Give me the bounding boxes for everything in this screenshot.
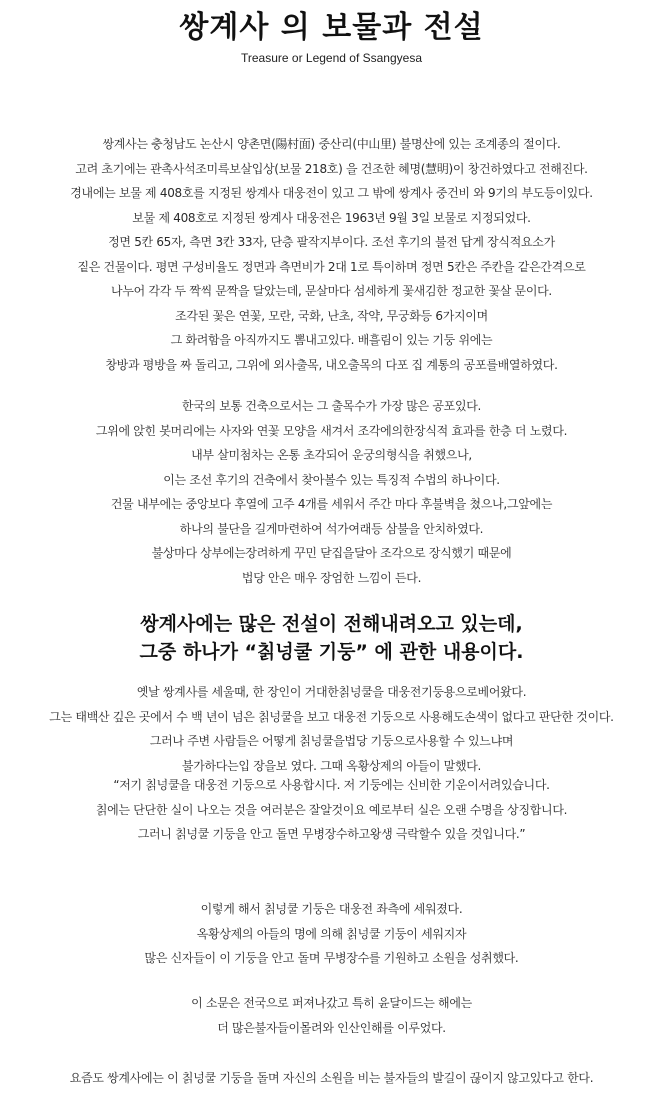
text-line: 불가하다는입 장을보 였다. 그때 옥황상제의 아들이 말했다. (181, 758, 482, 773)
text-line: 법당 안은 매우 장엄한 느낌이 든다. (241, 570, 422, 585)
text-line: 그러나 주변 사람들은 어떻게 칡넝쿨을법당 기둥으로사용할 수 있느냐며 (149, 734, 514, 748)
text-line: “저기 칡넝쿨을 대웅전 기둥으로 사용합시다. 저 기둥에는 신비한 기운이서려있습니다. (113, 778, 550, 792)
heading-line: 쌍계사에는 많은 전설이 전해내려오고 있는데, (140, 613, 523, 635)
text-line: 정면 5칸 65자, 측면 3칸 33자, 단층 팔작지부이다. 조선 후기의 불전 답게 장식적요소가 (108, 235, 555, 249)
text-line: 그 화려함을 아직까지도 뽐내고있다. 배흘림이 있는 기둥 위에는 (170, 333, 493, 347)
text-line: 그러니 칡넝쿨 기둥을 안고 돌면 무병장수하고왕생 극락할수 있을 것입니다.” (137, 827, 526, 841)
text-line: 요즘도 쌍계사에는 이 칡넝쿨 기둥을 돌며 자신의 소원을 비는 불자들의 발길이 끊이지 않고있다고 한다. (69, 1071, 594, 1085)
text-line: 내부 살미첨차는 온통 초각되어 운궁의형식을 취했으나, (191, 448, 472, 462)
text-line: 그위에 앉힌 봇머리에는 사자와 연꽃 모양을 새겨서 조각에의한장식적 효과를 한층 더 노렸다. (95, 423, 568, 438)
heading-line: 그중 하나가 “칡넝쿨 기둥” 에 관한 내용이다. (139, 641, 524, 663)
legend-quote (0, 773, 663, 847)
text-line: 조각된 꽃은 연꽃, 모란, 국화, 난초, 작약, 무궁화등 6가지이며 (175, 308, 488, 323)
text-line: 보물 제 408호로 지정된 쌍계사 대웅전은 1963년 9월 3일 보물로 지정되었다. (132, 210, 531, 225)
text-line: 쌍계사는 충청남도 논산시 양촌면(陽村面) 중산리(中山里) 불명산에 있는 조계종의 절이다. (102, 137, 561, 151)
legend-paragraph (0, 897, 663, 971)
text-line: 이 소문은 전국으로 퍼져나갔고 특히 윤달이드는 해에는 (191, 996, 472, 1010)
text-line: 창방과 평방을 짜 돌리고, 그위에 외사출목, 내오출목의 다포 집 계통의 공포를배열하였다. (105, 357, 558, 372)
text-line: 한국의 보통 건축으로서는 그 출목수가 가장 많은 공포있다. (181, 399, 482, 413)
text-line: 경내에는 보물 제 408호를 지정된 쌍계사 대웅전이 있고 그 밖에 쌍계사 중건비 와 9기의 부도등이있다. (70, 186, 593, 200)
text-line: 옥황상제의 아들의 명에 의해 칡넝쿨 기둥이 세워지자 (196, 926, 467, 941)
text-line: 이는 조선 후기의 건축에서 찾아볼수 있는 특징적 수법의 하나이다. (163, 472, 500, 487)
page-title: 쌍계사 의 보물과 전설 (179, 10, 484, 45)
legend-paragraph (0, 991, 663, 1040)
text-line: 많은 신자들이 이 기둥을 안고 돌며 무병장수를 기원하고 소원을 성취했다. (144, 951, 519, 965)
text-line: 칡에는 단단한 실이 나오는 것을 여러분은 잘알것이요 예로부터 실은 오랜 수명을 상징합니다. (95, 802, 568, 817)
text-line: 그는 태백산 깊은 곳에서 수 백 년이 넘은 칡넝쿨을 보고 대웅전 기둥으로 사용해도손색이 없다고 판단한 것이다. (49, 709, 614, 724)
history-paragraph (0, 132, 663, 377)
page-subtitle: Treasure or Legend of Ssangyesa (240, 51, 422, 65)
legend-paragraph (0, 680, 663, 778)
text-line: 이렇게 해서 칡넝쿨 기둥은 대웅전 좌측에 세워졌다. (200, 902, 463, 916)
text-line: 짙은 건물이다. 평면 구성비율도 정면과 측면비가 2대 1로 특이하며 정면 5칸은 주칸을 같은간격으로 (77, 259, 586, 274)
text-line: 더 많은불자들이몰려와 인산인해를 이루었다. (217, 1020, 446, 1035)
legend-heading (0, 610, 663, 666)
text-line: 옛날 쌍계사를 세울때, 한 장인이 거대한칡넝쿨을 대웅전기둥용으로베어왔다. (136, 685, 527, 699)
text-line: 하나의 불단을 길게마련하여 석가여래등 삼불을 안치하였다. (179, 521, 484, 536)
text-line: 고려 초기에는 관촉사석조미륵보살입상(보물 218호) 을 건조한 혜명(慧明)이 창건하였다고 전해진다. (75, 161, 588, 176)
text-line: 불상마다 상부에는장려하게 꾸민 닫집을달아 조각으로 장식했기 때문에 (151, 546, 512, 560)
architecture-paragraph (0, 394, 663, 590)
text-line: 나누어 각각 두 짝씩 문짝을 달았는데, 문살마다 섬세하게 꽃새김한 정교한 꽃살 문이다. (111, 284, 552, 298)
legend-closing (0, 1066, 663, 1091)
text-line: 건물 내부에는 중앙보다 후열에 고주 4개를 세워서 주간 마다 후불벽을 쳤으나,그앞에는 (110, 497, 553, 511)
